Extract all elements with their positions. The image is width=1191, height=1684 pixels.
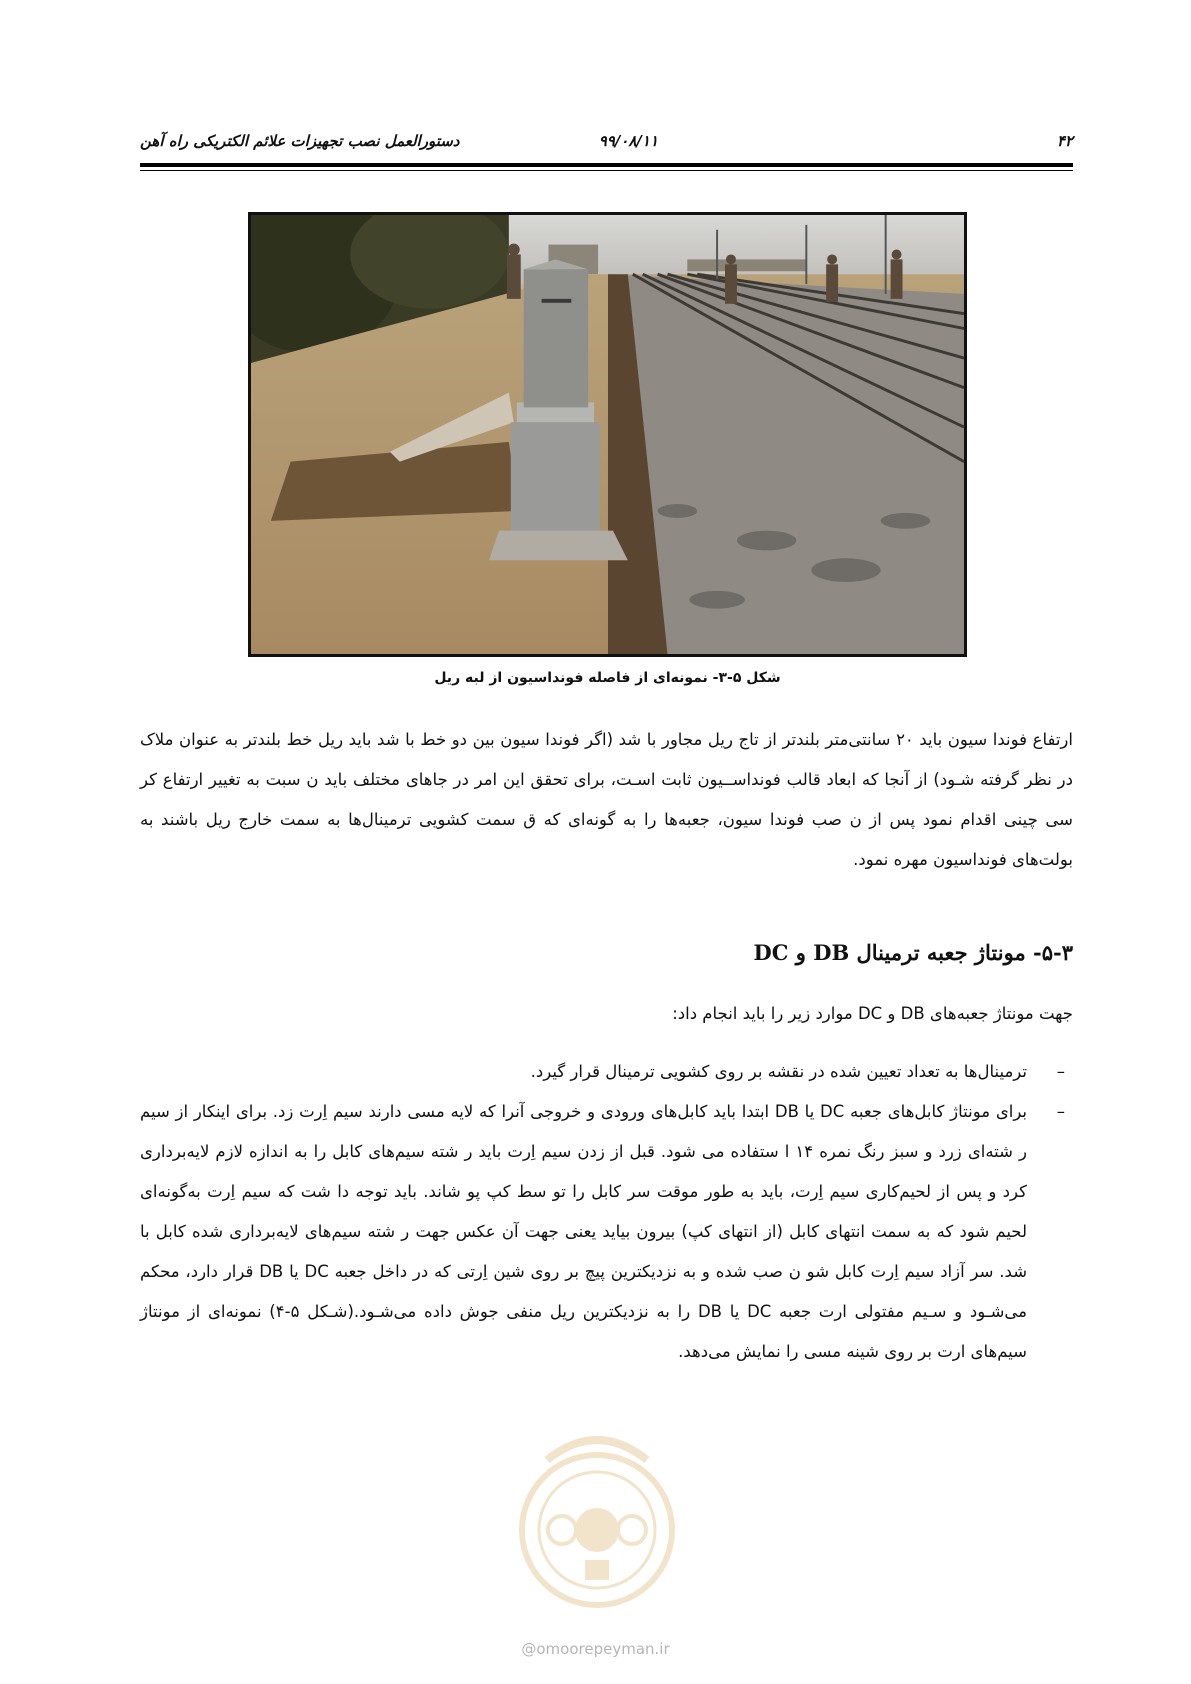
header-rule-thick (140, 163, 1073, 167)
section-intro: جهت مونتاژ جعبه‌های DB و DC موارد زیر را باید انجام داد: (672, 1004, 1073, 1023)
page-header (140, 128, 1073, 164)
bullet-list (140, 1052, 1073, 1372)
figure-caption: شکل ۵-۳- نمونه‌ای از فاصله فونداسیون از لبه ریل (434, 670, 781, 686)
header-date: ۹۹/۰۸/۱۱ (598, 132, 658, 150)
watermark-seal (507, 1420, 687, 1620)
bullet-text: ترمینال‌ها به تعداد تعیین شده در نقشه بر روی کشویی ترمینال قرار گیرد. (530, 1062, 1027, 1081)
watermark-url: @omoorepeyman.ir (521, 1640, 670, 1658)
section-heading: ۵-۳- مونتاژ جعبه ترمینال DB و DC (753, 940, 1073, 965)
figure-photo (248, 212, 967, 657)
list-item (140, 1092, 1073, 1372)
bullet-dash: – (1056, 1102, 1065, 1121)
page-number: ۴۲ (1056, 132, 1073, 150)
document-title: دستورالعمل نصب تجهیزات علائم الکتریکی راه آهن (140, 132, 460, 150)
body-paragraph: ارتفاع فوندا سیون باید ۲۰ سانتی‌متر بلندتر از تاج ریل مجاور با شد (اگر فوندا سیون بین دو خط با شد باید ریل خط بلندتر به عنوان ملاک در نظر گرفته شـود) از آنجا که ابعاد قالب فونداســیون ثابت اسـت، برای تحقق این امر در جاهای مختلف باید ن سبت به تغییر ارتفاع کر سی چینی اقدام نمود پس از ن صب فوندا سیون، جعبه‌ها را به گونه‌ای که ق سمت کشویی ترمینال‌ها به سمت خارج ریل باشند به بولت‌های فونداسیون مهره نمود. (140, 730, 1073, 869)
bullet-dash: – (1056, 1062, 1065, 1081)
header-rule-thin (140, 170, 1073, 171)
bullet-text: برای مونتاژ کابل‌های جعبه DC یا DB ابتدا باید کابل‌های ورودی و خروجی آنرا که لایه مسی دارند سیم اِرت زد. برای اینکار از سیم ر شته‌ای زرد و سبز رنگ نمره ۱۴ ا ستفاده می شود. قبل از زدن سیم اِرت باید ر شته سیم‌های کابل را به اندازه لازم لایه‌برداری کرد و پس از لحیم‌کاری سیم اِرت، باید به طور موقت سر کابل را تو سط کپ پو شاند. باید توجه دا شت که سیم اِرت به‌گونه‌ای لحیم شود که به سمت انتهای کابل (از انتهای کپ) بیرون بیاید یعنی جهت آن عکس جهت ر شته سیم‌های لایه‌برداری شده کابل با شد. سر آزاد سیم اِرت کابل شو ن صب شده و به نزدیکترین پیچ بر روی شین اِرتی که در داخل جعبه DC یا DB قرار دارد، محکم می‌شـود و سـیم مفتولی ارت جعبه DC یا DB را به نزدیکترین ریل منفی جوش داده می‌شـود.(شـکل ۵-۴) نمونه‌ای از مونتاژ سیم‌های ارت بر روی شینه مسی را نمایش می‌دهد. (140, 1102, 1028, 1361)
foundation-photo-illustration (251, 215, 964, 654)
seal-icon (507, 1420, 687, 1620)
list-item (140, 1052, 1073, 1092)
